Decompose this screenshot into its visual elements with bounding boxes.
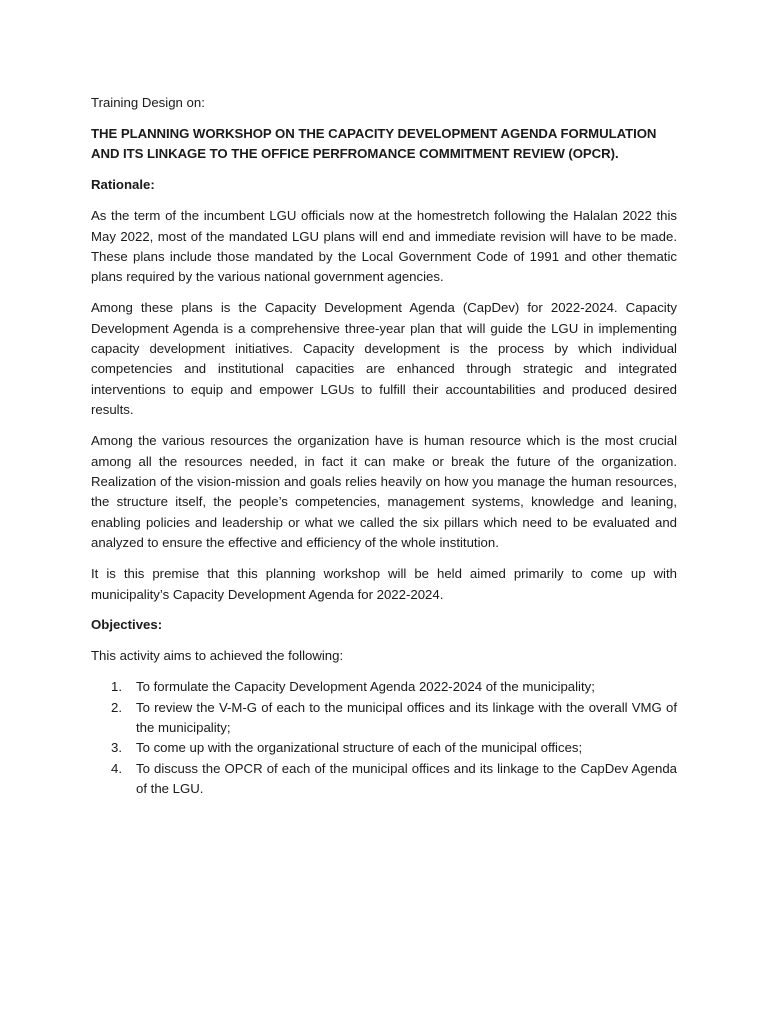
objective-item-3: [91, 738, 677, 758]
objectives-heading: Objectives:: [91, 617, 163, 633]
rationale-paragraph-1: As the term of the incumbent LGU officials now at the homestretch following the Halalan 2022 this May 2022, most of the mandated LGU plans will end and immediate revision will have to be made. These plans include those mandated by the Local Government Code of 1991 and other thematic plans required by the various national government agencies.: [91, 208, 677, 285]
objective-number: 4.: [111, 760, 122, 776]
objective-number: 2.: [111, 699, 122, 715]
objective-item-2: [91, 698, 677, 739]
objective-item-1: [91, 677, 677, 697]
objective-item-4: [91, 759, 677, 800]
objective-number: 1.: [111, 679, 122, 695]
rationale-paragraph-4: It is this premise that this planning workshop will be held aimed primarily to come up with municipality’s Capacity Development Agenda for 2022-2024.: [91, 566, 677, 602]
objective-number: 3.: [111, 740, 122, 756]
objectives-intro: This activity aims to achieved the following:: [91, 648, 344, 664]
document-title: THE PLANNING WORKSHOP ON THE CAPACITY DEVELOPMENT AGENDA FORMULATION AND ITS LINKAGE TO THE OFFICE PERFROMANCE COMMITMENT REVIEW (OPCR).: [91, 125, 657, 162]
objectives-list: [91, 677, 677, 799]
rationale-paragraph-3: Among the various resources the organization have is human resource which is the most crucial among all the resources needed, in fact it can make or break the future of the organization. Realization of the vision-mission and goals relies heavily on how you manage the human resources, the structure itself, the people’s competencies, management systems, knowledge and leaning, enabling policies and leadership or what we called the six pillars which need to be evaluated and analyzed to ensure the effective and efficiency of the whole institution.: [91, 433, 677, 551]
objective-text: To formulate the Capacity Development Agenda 2022-2024 of the municipality;: [136, 679, 595, 695]
document-body: [91, 93, 677, 800]
objective-text: To discuss the OPCR of each of the municipal offices and its linkage to the CapDev Agenda of the LGU.: [136, 760, 677, 797]
objective-text: To come up with the organizational structure of each of the municipal offices;: [136, 740, 583, 756]
rationale-paragraph-2: Among these plans is the Capacity Development Agenda (CapDev) for 2022-2024. Capacity Development Agenda is a comprehensive three-year plan that will guide the LGU in implementing capacity development initiatives. Capacity development is the process by which individual competencies and institutional capacities are enhanced through strategic and integrated interventions to equip and empower LGUs to fulfill their accountabilities and produced desired results.: [91, 300, 677, 418]
objective-text: To review the V-M-G of each to the municipal offices and its linkage with the overall VMG of the municipality;: [136, 699, 677, 736]
intro-label: Training Design on:: [91, 95, 205, 110]
rationale-heading: Rationale:: [91, 177, 155, 193]
